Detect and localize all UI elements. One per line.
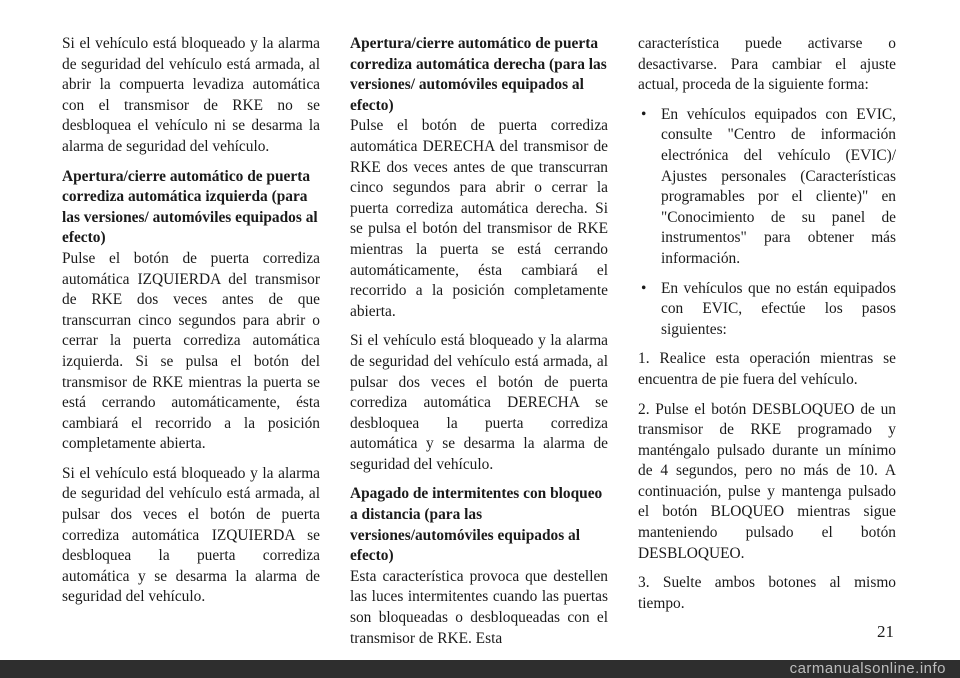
- page-number: 21: [877, 622, 894, 641]
- heading-right-sliding-door: Apertura/cierre automático de puerta corrediza automática derecha (para las versiones/ automóviles equipados al efecto): [350, 35, 607, 114]
- step-1: 1. Realice esta operación mientras se encuentra de pie fuera del vehículo.: [638, 350, 896, 388]
- paragraph-right-door-alarm: Si el vehículo está bloqueado y la alarma de seguridad del vehículo está armada, al pulsar dos veces el botón de puerta corrediza automática DERECHA se desbloquea la puerta corrediza automática y se desarma la alarma de seguridad del vehículo.: [350, 332, 608, 473]
- list-item: • En vehículos que no están equipados con EVIC, efectúe los pasos siguientes:: [638, 279, 896, 341]
- bullet-list: [638, 105, 896, 341]
- watermark-text: carmanualsonline.info: [789, 660, 946, 677]
- column-left: [62, 34, 320, 617]
- step-2: 2. Pulse el botón DESBLOQUEO de un transmisor de RKE programado y manténgalo pulsado durante un mínimo de 4 segundos, pero no más de 10. A continuación, pulse y mantenga pulsado el botón BLOQUEO mientras sigue manteniendo pulsado el botón DESBLOQUEO.: [638, 400, 896, 562]
- paragraph-left-door-alarm: Si el vehículo está bloqueado y la alarma de seguridad del vehículo está armada, al pulsar dos veces el botón de puerta corrediza automática IZQUIERDA se desbloquea la puerta corrediza automática y se desarma la alarma de seguridad del vehículo.: [62, 464, 320, 606]
- watermark-bar: [0, 660, 960, 678]
- column-middle: [350, 34, 608, 658]
- heading-flash-lights-lock: Apagado de intermitentes con bloqueo a distancia (para las versiones/automóviles equipados al efecto): [350, 485, 603, 565]
- paragraph-liftgate-alarm: Si el vehículo está bloqueado y la alarma de seguridad del vehículo está armada, al abrir la compuerta levadiza automática con el transmisor de RKE no se desbloquea el vehículo ni se desarma la alarma de seguridad del vehículo.: [62, 35, 320, 155]
- paragraph-flash-lights-description: Esta característica provoca que destellen las luces intermitentes cuando las puertas son bloqueadas o desbloqueadas con el transmisor de RKE. Esta: [350, 567, 608, 647]
- step-3: 3. Suelte ambos botones al mismo tiempo.: [638, 574, 896, 612]
- list-item: • En vehículos equipados con EVIC, consulte "Centro de información electrónica del vehículo (EVIC)/ Ajustes personales (Características programables por el cliente)" en "Conocimiento de su panel de instrumentos" para obtener más información.: [638, 105, 896, 270]
- column-right: [638, 34, 896, 623]
- paragraph-feature-toggle: característica puede activarse o desactivarse. Para cambiar el ajuste actual, proceda de la siguiente forma:: [638, 35, 896, 94]
- paragraph-right-door-operation: Pulse el botón de puerta corrediza automática DERECHA del transmisor de RKE dos veces antes de que transcurran cinco segundos para abrir o cerrar la puerta corrediza automática derecha. Si se pulsa el botón del transmisor de RKE mientras la puerta se está cerrando automáticamente, ésta cambiará el recorrido a la posición completamente abierta.: [350, 117, 608, 320]
- paragraph-left-door-operation: Pulse el botón de puerta corrediza automática IZQUIERDA del transmisor de RKE dos veces antes de que transcurran cinco segundos para abrir o cerrar la puerta corrediza automática izquierda. Si se pulsa el botón del transmisor de RKE mientras la puerta se está cerrando automáticamente, ésta cambiará el recorrido a la posición completamente abierta.: [62, 249, 320, 453]
- heading-left-sliding-door: Apertura/cierre automático de puerta corrediza automática izquierda (para las versiones/ automóviles equipados al efecto): [62, 167, 318, 247]
